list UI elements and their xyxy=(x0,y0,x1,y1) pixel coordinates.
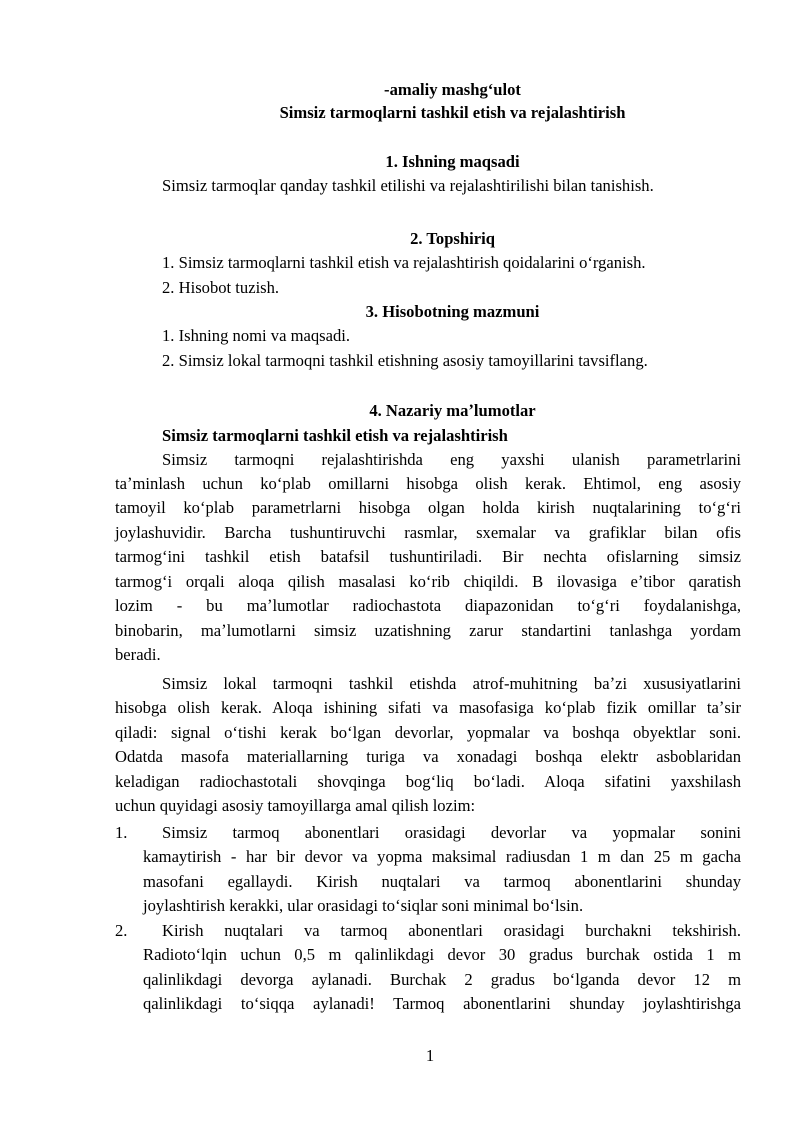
list-item-line: qalinlikdagi devorga aylanadi. Burchak 2 gradus boʻlganda devor 12 m xyxy=(143,970,741,989)
section-3-heading: 3. Hisobotning mazmuni xyxy=(365,302,540,321)
list-item-line: joylashtirish kerakki, ular orasidagi toʻsiqlar soni minimal boʻlsin. xyxy=(143,896,584,915)
document-subject: Simsiz tarmoqlarni tashkil etish va rejalashtirish xyxy=(279,103,626,122)
list-item-line: Simsiz tarmoq abonentlari orasidagi devorlar va yopmalar sonini xyxy=(162,823,741,842)
list-item-line: qalinlikdagi toʻsiqqa aylanadi! Tarmoq abonentlarini shunday joylashtirishga xyxy=(143,994,741,1013)
report-item: 2. Simsiz lokal tarmoqni tashkil etishning asosiy tamoyillarini tavsiflang. xyxy=(162,351,648,370)
list-item-line: kamaytirish - har bir devor va yopma maksimal radiusdan 1 m dan 25 m gacha xyxy=(143,847,741,866)
paragraph-line: lozim - bu maʼlumotlar radiochastota diapazonidan toʻgʻri foydalanishga, xyxy=(115,596,741,615)
lab-title: -amaliy mashgʻulot xyxy=(384,80,521,99)
section-1-text: Simsiz tarmoqlar qanday tashkil etilishi va rejalashtirilishi bilan tanishish. xyxy=(162,176,654,195)
paragraph-line: binobarin, maʼlumotlarni simsiz uzatishning zarur standartini tanlashga yordam xyxy=(115,621,741,640)
paragraph-line: joylashuvidir. Barcha tushuntiruvchi rasmlar, sxemalar va grafiklar bilan ofis xyxy=(115,523,741,542)
task-item: 1. Simsiz tarmoqlarni tashkil etish va rejalashtirish qoidalarini oʻrganish. xyxy=(162,253,646,272)
paragraph-line: hisobga olish kerak. Aloqa ishining sifati va masofasiga koʻplab fizik omillar taʼsir xyxy=(115,698,741,717)
list-item-line: Kirish nuqtalari va tarmoq abonentlari orasidagi burchakni tekshirish. xyxy=(162,921,741,940)
section-4-subheading: Simsiz tarmoqlarni tashkil etish va rejalashtirish xyxy=(162,426,508,445)
section-1-heading: 1. Ishning maqsadi xyxy=(385,152,520,171)
paragraph-line: tamoyil koʻplab parametrlarni hisobga olgan holda kirish nuqtalarining toʻgʻri xyxy=(115,498,741,517)
list-item-line: masofani egallaydi. Kirish nuqtalari va tarmoq abonentlarini shunday xyxy=(143,872,741,891)
section-4-heading: 4. Nazariy maʼlumotlar xyxy=(369,401,536,420)
paragraph-line: qiladi: signal oʻtishi kerak boʻlgan devorlar, yopmalar va boshqa obyektlar soni. xyxy=(115,723,741,742)
paragraph-line: taʼminlash uchun koʻplab omillarni hisobga olish kerak. Ehtimol, eng asosiy xyxy=(115,474,741,493)
paragraph-line: Simsiz lokal tarmoqni tashkil etishda atrof-muhitning baʼzi xususiyatlarini xyxy=(162,674,741,693)
report-item: 1. Ishning nomi va maqsadi. xyxy=(162,326,351,345)
paragraph-line: beradi. xyxy=(115,645,161,664)
paragraph-line: Simsiz tarmoqni rejalashtirishda eng yaxshi ulanish parametrlarini xyxy=(162,450,741,469)
list-number: 2. xyxy=(115,921,128,940)
paragraph-line: uchun quyidagi asosiy tamoyillarga amal qilish lozim: xyxy=(115,796,476,815)
list-item-line: Radiotoʻlqin uchun 0,5 m qalinlikdagi devor 30 gradus burchak ostida 1 m xyxy=(143,945,741,964)
paragraph-line: tarmogʻi orqali aloqa qilish masalasi koʻrib chiqildi. B ilovasiga eʼtibor qaratish xyxy=(115,572,741,591)
page-number: 1 xyxy=(425,1046,435,1065)
paragraph-line: keladigan radiochastotali shovqinga bogʻliq boʻladi. Aloqa sifatini yaxshilash xyxy=(115,772,741,791)
paragraph-line: Odatda masofa materiallarning turiga va xonadagi boshqa elektr asboblaridan xyxy=(115,747,741,766)
task-item: 2. Hisobot tuzish. xyxy=(162,278,280,297)
list-number: 1. xyxy=(115,823,128,842)
section-2-heading: 2. Topshiriq xyxy=(410,229,495,248)
paragraph-line: tarmogʻini tashkil etish batafsil tushuntiriladi. Bir nechta ofislarning simsiz xyxy=(115,547,741,566)
